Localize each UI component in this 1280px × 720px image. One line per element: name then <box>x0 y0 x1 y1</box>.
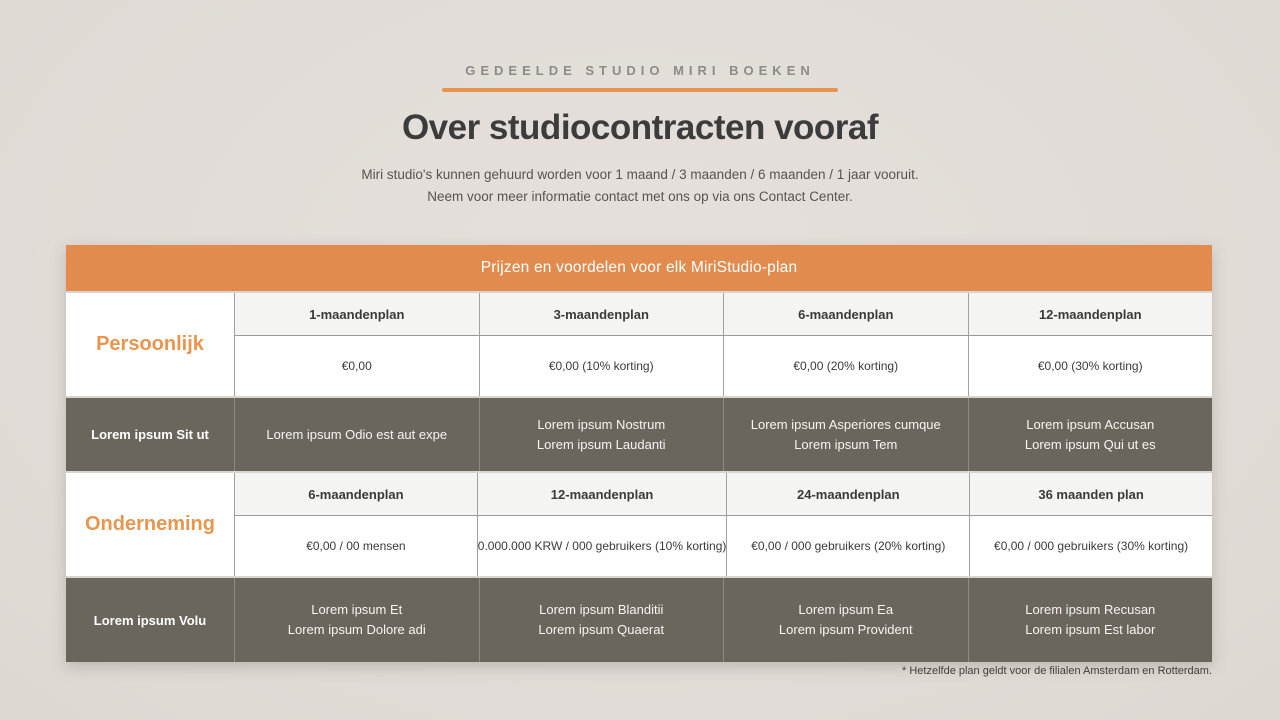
price-cell: €0,00 / 000 gebruikers (30% korting) <box>969 516 1212 576</box>
price-cell: 0.000.000 KRW / 000 gebruikers (10% korting) <box>477 516 727 576</box>
subtitle-line-2: Neem voor meer informatie contact met ons op via ons Contact Center. <box>427 189 853 204</box>
section-label: Persoonlijk <box>66 293 234 396</box>
section-onderneming <box>66 473 1212 576</box>
table-title-band: Prijzen en voordelen voor elk MiriStudio-plan <box>66 245 1212 291</box>
benefit-line: Lorem ipsum Nostrum <box>537 416 666 432</box>
footnote: * Hetzelfde plan geldt voor de filialen Amsterdam en Rotterdam. <box>902 665 1212 677</box>
plan-header-cell: 24-maandenplan <box>726 473 969 516</box>
benefit-line: Lorem ipsum Ea <box>798 602 894 617</box>
benefit-line: Lorem ipsum Accusan <box>1026 416 1155 432</box>
accent-underline <box>442 88 838 92</box>
benefit-row-label: Lorem ipsum Sit ut <box>91 427 209 442</box>
plan-header-cell: 6-maandenplan <box>723 293 968 336</box>
benefit-line: Lorem ipsum Asperiores cumque <box>750 416 941 432</box>
benefit-line: Lorem ipsum Recusan <box>1025 602 1156 617</box>
subtitle-line-1: Miri studio's kunnen gehuurd worden voor 1 maand / 3 maanden / 6 maanden / 1 jaar vooruit. <box>361 167 919 182</box>
plan-header-cell: 1-maandenplan <box>234 293 479 336</box>
benefit-line: Lorem ipsum Odio est aut expe <box>266 426 448 442</box>
page-title: Over studiocontracten vooraf <box>401 108 879 147</box>
price-cell: €0,00 (10% korting) <box>479 336 724 396</box>
plan-header-cell: 12-maandenplan <box>968 293 1213 336</box>
benefit-line: Lorem ipsum Blanditii <box>539 602 664 617</box>
page-header <box>0 63 1280 208</box>
eyebrow-label: GEDEELDE STUDIO MIRI BOEKEN <box>465 63 815 78</box>
benefit-line: Lorem ipsum Dolore adi <box>287 622 426 637</box>
benefit-row-onderneming <box>66 578 1212 662</box>
price-cell: €0,00 (30% korting) <box>968 336 1213 396</box>
plan-header-cell: 36 maanden plan <box>969 473 1212 516</box>
plan-header-cell: 3-maandenplan <box>479 293 724 336</box>
benefit-line: Lorem ipsum Et <box>311 602 403 617</box>
benefit-cell <box>479 578 724 662</box>
plan-header-cell: 6-maandenplan <box>234 473 477 516</box>
benefit-cell <box>723 398 968 471</box>
plan-header-cell: 12-maandenplan <box>477 473 727 516</box>
benefit-row-persoonlijk <box>66 398 1212 471</box>
benefit-line: Lorem ipsum Tem <box>794 436 898 452</box>
benefit-cell <box>234 578 479 662</box>
benefit-cell <box>968 398 1213 471</box>
benefit-cell <box>479 398 724 471</box>
benefit-line: Lorem ipsum Qui ut es <box>1024 436 1156 452</box>
benefit-cell <box>968 578 1213 662</box>
benefit-cell <box>234 398 479 471</box>
benefit-line: Lorem ipsum Laudanti <box>536 436 666 452</box>
price-cell: €0,00 / 00 mensen <box>234 516 477 576</box>
pricing-table <box>66 245 1212 662</box>
section-persoonlijk <box>66 293 1212 396</box>
price-cell: €0,00 / 000 gebruikers (20% korting) <box>726 516 969 576</box>
benefit-line: Lorem ipsum Quaerat <box>538 622 665 637</box>
section-label: Onderneming <box>66 473 234 576</box>
benefit-cell <box>723 578 968 662</box>
price-cell: €0,00 (20% korting) <box>723 336 968 396</box>
benefit-row-label: Lorem ipsum Volu <box>93 612 207 628</box>
benefit-line: Lorem ipsum Provident <box>778 622 913 637</box>
price-cell: €0,00 <box>234 336 479 396</box>
benefit-line: Lorem ipsum Est labor <box>1025 622 1156 637</box>
